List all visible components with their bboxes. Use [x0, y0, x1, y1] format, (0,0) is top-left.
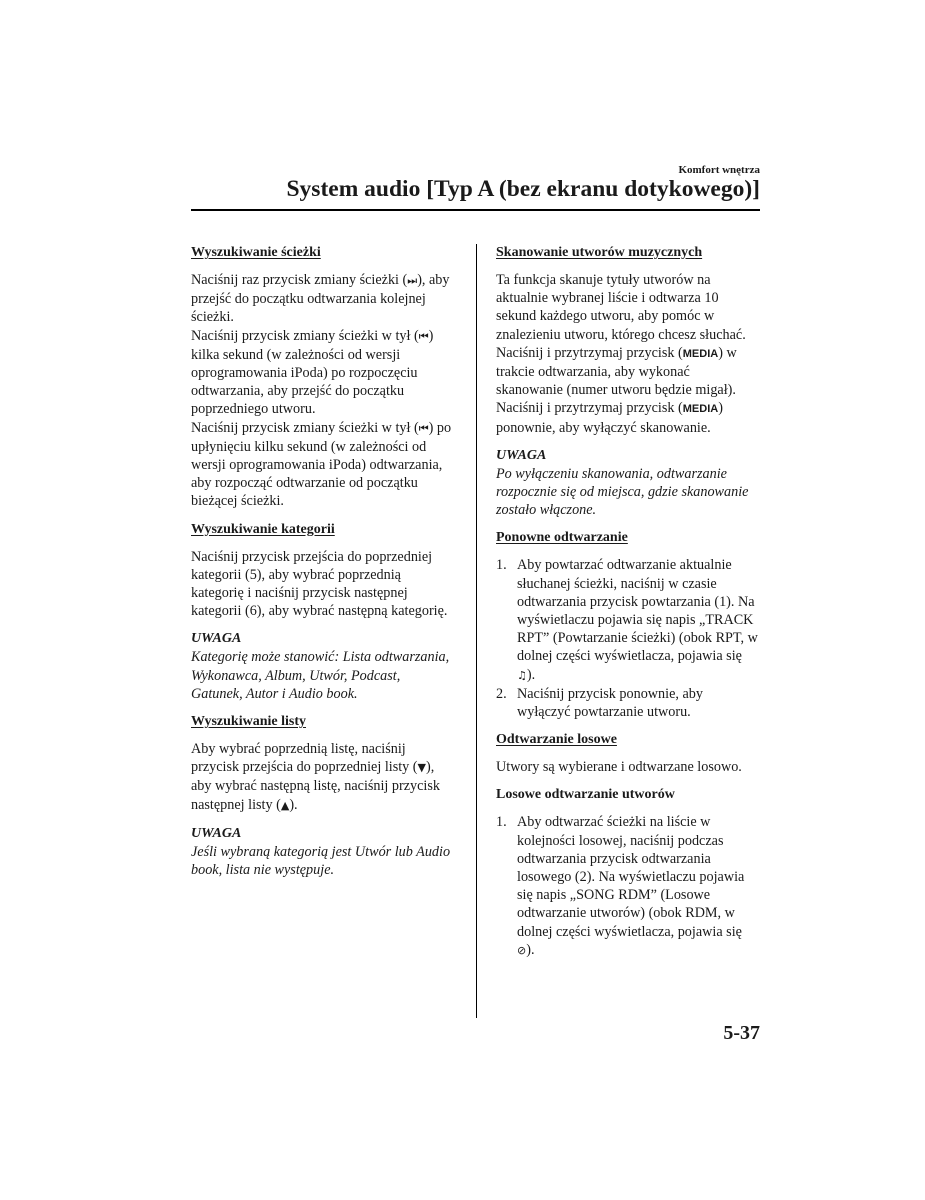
track-search-paragraph-1: Naciśnij raz przycisk zmiany ścieżki (⏭), aby przejść do początku odtwarzania kolejnej ścieżki.	[191, 272, 450, 326]
list-item: 1. Aby odtwarzać ścieżki na liście w kolejności losowej, naciśnij podczas odtwarzania przycisk odtwarzania losowego (2). Na wyświetlaczu pojawia się napis „SONG RDM” (Losowe odtwarzanie utworów) (obok RDM, w dolnej części wyświetlacza, pojawia się ⊘).	[496, 814, 745, 958]
section-label: Komfort wnętrza	[678, 164, 760, 176]
list-search-paragraph: Aby wybrać poprzednią listę, naciśnij przycisk przejścia do poprzedniej listy (▼), aby wybrać następną listę, naciśnij przycisk następnej listy (▲).	[191, 741, 440, 813]
note-title: UWAGA	[191, 825, 242, 841]
right-column	[496, 244, 758, 960]
prev-track-icon: ⏮	[418, 421, 429, 435]
heading-list-search: Wyszukiwanie listy	[191, 714, 306, 730]
page-number: 5-37	[723, 1022, 760, 1044]
heading-random: Odtwarzanie losowe	[496, 732, 617, 748]
scan-paragraph-2: Naciśnij i przytrzymaj przycisk (MEDIA) w trakcie odtwarzania, aby wykonać skanowanie (numer utworu będzie migał).	[496, 344, 737, 399]
media-button-icon: MEDIA	[682, 403, 719, 416]
random-steps	[496, 813, 758, 960]
category-note: Kategorię może stanowić: Lista odtwarzania, Wykonawca, Album, Utwór, Podcast, Gatunek, Autor i Audio book.	[191, 649, 450, 702]
note-title: UWAGA	[496, 447, 547, 463]
header-rule	[191, 209, 760, 211]
next-track-icon: ⏭	[407, 274, 418, 287]
track-search-paragraph-2: Naciśnij przycisk zmiany ścieżki w tył (⏮) kilka sekund (w zależności od wersji oprogramowania iPoda) po rozpoczęciu odtwarzania, aby przejść do początku poprzedniego utworu.	[191, 327, 434, 418]
down-arrow-icon: ▼	[417, 761, 426, 775]
repeat-indicator-icon: ♫	[517, 668, 527, 682]
scan-note: Po wyłączeniu skanowania, odtwarzanie rozpocznie się od miejsca, gdzie skanowanie zostało włączone.	[496, 465, 749, 519]
media-button-icon: MEDIA	[682, 347, 719, 360]
column-divider	[476, 244, 477, 1018]
repeat-steps	[496, 556, 758, 721]
heading-random-songs: Losowe odtwarzanie utworów	[496, 787, 675, 803]
scan-paragraph-1: Ta funkcja skanuje tytuły utworów na aktualnie wybranej liście i odtwarza 10 sekund każdego utworu, aby pomóc w znalezieniu utworu, którego chcesz słuchać.	[496, 272, 746, 343]
heading-repeat: Ponowne odtwarzanie	[496, 530, 628, 546]
note-title: UWAGA	[191, 631, 242, 647]
prev-track-icon: ⏮	[418, 329, 429, 343]
random-paragraph: Utwory są wybierane i odtwarzane losowo.	[496, 759, 742, 776]
heading-scan: Skanowanie utworów muzycznych	[496, 245, 703, 260]
category-search-paragraph: Naciśnij przycisk przejścia do poprzedniej kategorii (5), aby wybrać poprzednią kategorię i naciśnij przycisk następnej kategorii (6), aby wybrać następną kategorię.	[191, 548, 448, 620]
left-column	[191, 244, 453, 879]
page-title: System audio [Typ A (bez ekranu dotykowego)]	[286, 176, 760, 202]
track-search-paragraph-3: Naciśnij przycisk zmiany ścieżki w tył (⏮) po upłynięciu kilku sekund (w zależności od wersji oprogramowania iPoda) odtwarzania, aby rozpocząć odtwarzanie od początku bieżącej ścieżki.	[191, 419, 452, 510]
up-arrow-icon: ▲	[280, 798, 290, 812]
random-indicator-icon: ⊘	[517, 943, 527, 957]
list-note: Jeśli wybraną kategorią jest Utwór lub Audio book, lista nie występuje.	[191, 843, 451, 879]
heading-category-search: Wyszukiwanie kategorii	[191, 521, 335, 537]
heading-track-search: Wyszukiwanie ścieżki	[191, 245, 321, 260]
scan-paragraph-3: Naciśnij i przytrzymaj przycisk (MEDIA) ponownie, aby wyłączyć skanowanie.	[496, 400, 723, 436]
list-item: 2. Naciśnij przycisk ponownie, aby wyłączyć powtarzanie utworu.	[496, 685, 703, 721]
list-item: 1. Aby powtarzać odtwarzanie aktualnie słuchanej ścieżki, naciśnij w czasie odtwarzania przycisk powtarzania (1). Na wyświetlaczu pojawia się napis „TRACK RPT” (Powtarzanie ścieżki) (obok RPT, w dolnej części wyświetlacza, pojawia się ♫).	[496, 557, 758, 683]
